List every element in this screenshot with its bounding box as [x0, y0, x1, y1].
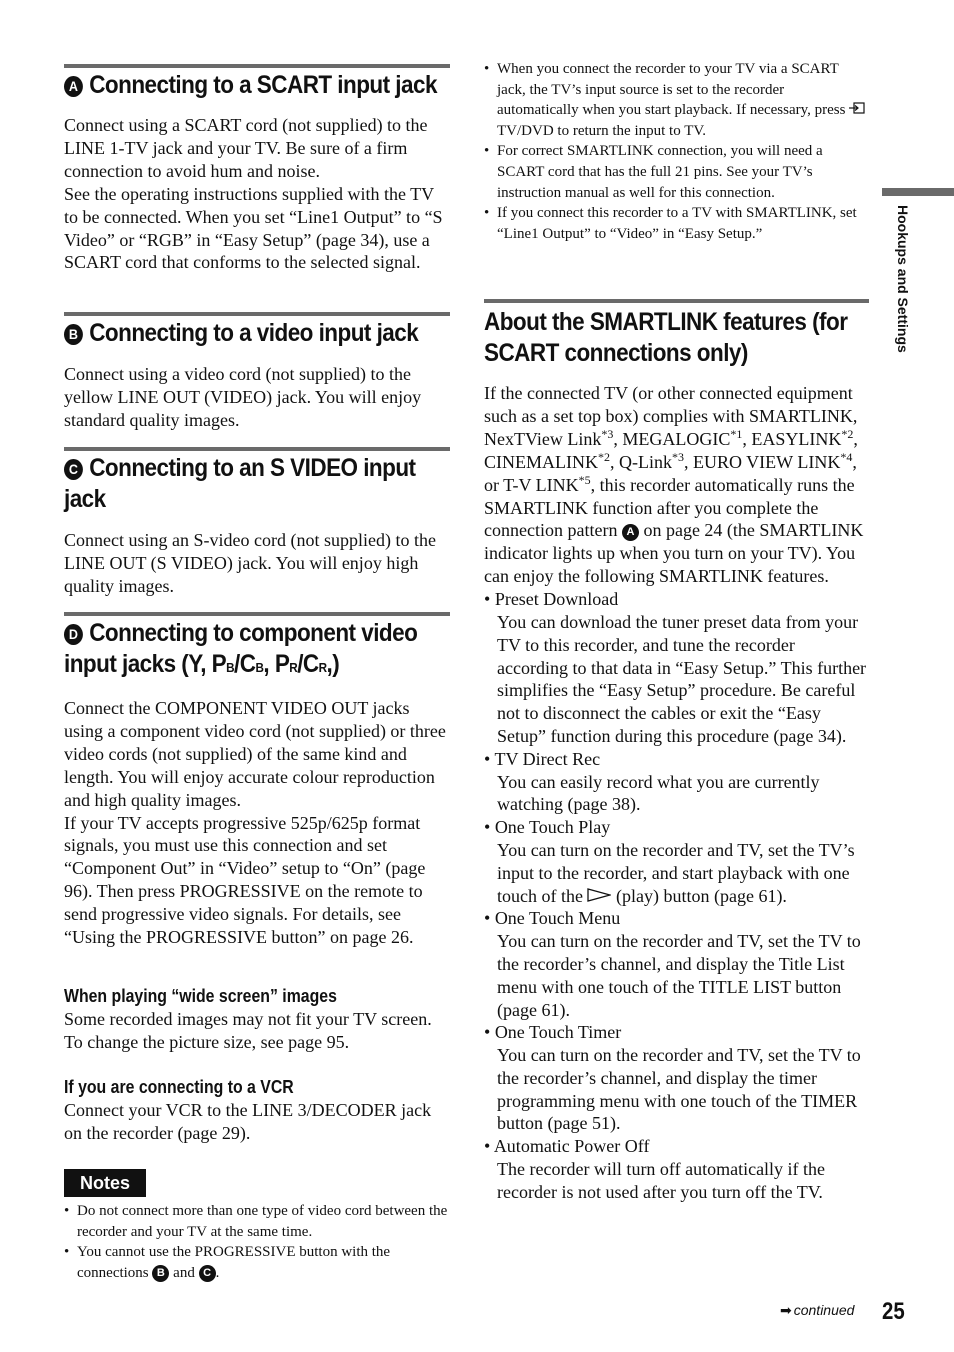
feature-title-text: TV Direct Rec — [494, 748, 601, 769]
paragraph: Connect your VCR to the LINE 3/DECODER jack on the recorder (page 29). — [64, 1100, 432, 1143]
heading-text: , P — [263, 650, 290, 678]
section-body — [64, 1099, 450, 1145]
section-rule — [64, 312, 450, 316]
subsection-wide-screen — [64, 985, 450, 1054]
footnote-ref: *1 — [730, 426, 743, 441]
list-item: • If you connect this recorder to a TV with SMARTLINK, set “Line1 Output” to “Video” in “Easy Setup.” — [484, 203, 869, 244]
note-text: TV/DVD to return the input to TV. — [497, 122, 707, 139]
subscript: B — [255, 660, 264, 675]
feature-text: You can turn on the recorder and TV, set the TV to the recorder’s channel, and display the Title List menu with one touch of the TITLE LIST button (page 61). — [497, 931, 861, 1020]
section-rule — [64, 447, 450, 451]
feature-item — [484, 1135, 869, 1203]
section-heading — [64, 70, 450, 101]
section-svideo — [64, 447, 450, 598]
arrow-right-icon: ➡ — [780, 1302, 792, 1318]
paragraph: Some recorded images may not fit your TV screen. To change the picture size, see page 95. — [64, 1009, 432, 1052]
section-body — [484, 382, 869, 588]
heading-text: Connecting to an S VIDEO input jack — [64, 454, 416, 513]
paragraph — [484, 382, 869, 588]
footnote-ref: *3 — [672, 449, 684, 464]
note-text: and — [173, 1264, 195, 1281]
footnote-ref: *4 — [840, 449, 853, 464]
section-body — [64, 363, 450, 432]
letter-b-badge-icon: B — [152, 1265, 169, 1282]
paragraph: If your TV accepts progressive 525p/625p format signals, you must use this connection and set “Component Out” in “Video” setup to “On” (page 96). Then press PROGRESSIVE on the remote to send progressive video signals. For details, see “Using the PROGRESSIVE button” on page 26. — [64, 812, 426, 948]
text: , EURO VIEW LINK — [684, 451, 841, 472]
heading-text: Connecting to a video input jack — [89, 319, 419, 347]
feature-title-text: One Touch Play — [494, 817, 611, 838]
section-heading — [64, 318, 450, 349]
section-body — [64, 114, 450, 274]
text: , or T-V LINK — [484, 451, 857, 495]
notes-box — [64, 1169, 450, 1283]
text: (play) button (page 61). — [615, 885, 787, 906]
heading-text: /C — [297, 650, 319, 678]
paragraph: Connect using a SCART cord (not supplied) to the LINE 1-TV jack and your TV. Be sure of a firm connection to avoid hum and noise. — [64, 115, 428, 181]
feature-item — [484, 907, 869, 1021]
input-select-icon — [849, 102, 865, 114]
footnote-ref: *5 — [578, 472, 591, 487]
feature-title-text: One Touch Timer — [494, 1022, 622, 1043]
paragraph: See the operating instructions supplied with the TV to be connected. When you set “Line1 Output” to “S Video” or “RGB” in “Easy Setup” (page 34), use a SCART cord that conforms to the selected signal. — [64, 183, 443, 273]
feature-title-text: One Touch Menu — [494, 908, 621, 929]
note-bullets — [484, 59, 869, 244]
letter-a-badge-icon: A — [64, 76, 83, 97]
list-item — [484, 59, 869, 141]
subscript: B — [226, 660, 235, 675]
side-tab-label — [893, 205, 913, 375]
feature-title-text: Preset Download — [494, 589, 619, 610]
letter-c-badge-icon: C — [199, 1265, 216, 1282]
section-rule — [64, 612, 450, 616]
footnote-ref: *2 — [841, 426, 854, 441]
section-component — [64, 612, 450, 949]
text: You can turn on the recorder and TV, set the TV’s input to the recorder, and start playback with one touch of the — [497, 839, 855, 906]
feature-title-text: Automatic Power Off — [493, 1136, 650, 1157]
letter-d-badge-icon: D — [64, 624, 83, 645]
paragraph: Connect the COMPONENT VIDEO OUT jacks using a component video cord (not supplied) or three video cords (not supplied) of the same kind and length. You will enjoy accurate colour reproduction and high quality images. — [64, 698, 446, 810]
feature-text: You can easily record what you are currently watching (page 38). — [497, 771, 820, 815]
feature-item — [484, 816, 869, 907]
footnote-ref: *3 — [601, 426, 614, 441]
letter-b-badge-icon: B — [64, 324, 83, 345]
section-video — [64, 312, 450, 432]
section-smartlink — [484, 299, 869, 1204]
notes-list — [64, 1201, 450, 1283]
feature-text: You can turn on the recorder and TV, set the TV to the recorder’s channel, and display the timer programming menu with one touch of the TIMER button (page 51). — [497, 1045, 861, 1134]
feature-text: You can download the tuner preset data from your TV to this recorder, and tune the recorder according to that data in “Easy Setup.” This further simplifies the “Easy Setup” procedure. Be careful not to disconnect the cables or exit the “Easy Setup” function during this procedure (page 34). — [497, 611, 867, 746]
feature-item — [484, 588, 869, 748]
continued-text: continued — [793, 1302, 855, 1318]
feature-list — [484, 588, 869, 1204]
list-item: • For correct SMARTLINK connection, you will need a SCART cord that has the full 21 pins. See your TV’s instruction manual as well for this connection. — [484, 141, 869, 203]
text: , MEGALOGIC — [613, 428, 731, 449]
subsection-vcr — [64, 1076, 450, 1145]
section-body — [64, 697, 450, 949]
footnote-ref: *2 — [598, 449, 610, 464]
feature-title: • One Touch Menu — [484, 908, 621, 929]
side-tab-text: Hookups and Settings — [895, 205, 911, 353]
feature-title: • Preset Download — [484, 589, 619, 610]
text: on page 24 (the SMARTLINK indicator lights up when you turn on your TV). You can enjoy the following SMARTLINK features. — [484, 520, 864, 587]
heading-text: ,) — [326, 650, 340, 678]
letter-a-badge-icon: A — [622, 524, 639, 541]
side-tab-bar — [882, 188, 954, 196]
section-body — [64, 529, 450, 598]
feature-title: • One Touch Timer — [484, 1022, 622, 1043]
section-heading: About the SMARTLINK features (for SCART connections only) — [484, 308, 848, 367]
section-heading — [64, 618, 450, 683]
play-icon — [587, 888, 611, 902]
notes-list — [484, 59, 869, 244]
notes-label: Notes — [64, 1169, 146, 1197]
note-text: . — [215, 1264, 220, 1281]
feature-title: • One Touch Play — [484, 817, 611, 838]
feature-text: The recorder will turn off automatically if the recorder is not used after you turn off the TV. — [497, 1159, 826, 1202]
paragraph: Connect using an S-video cord (not supplied) to the LINE OUT (S VIDEO) jack. You will enjoy high quality images. — [64, 530, 436, 596]
feature-title: • TV Direct Rec — [484, 748, 601, 769]
feature-text — [497, 839, 869, 907]
letter-c-badge-icon: C — [64, 459, 83, 480]
subsection-heading: If you are connecting to a VCR — [64, 1077, 294, 1097]
subscript: R — [289, 660, 298, 675]
section-scart — [64, 64, 450, 274]
section-heading — [64, 453, 450, 515]
text: , CINEMALINK — [484, 428, 858, 472]
heading-text: Connecting to a SCART input jack — [89, 71, 437, 99]
list-item: • Do not connect more than one type of video cord between the recorder and your TV at the same time. — [64, 1201, 450, 1242]
section-body — [64, 1008, 450, 1054]
section-rule — [64, 64, 450, 68]
heading-text: /C — [234, 650, 256, 678]
subscript: R — [318, 660, 327, 675]
section-rule — [484, 299, 869, 303]
note-text: You cannot use the PROGRESSIVE button with the connections — [77, 1244, 391, 1281]
text: , Q-Link — [610, 451, 672, 472]
feature-item — [484, 1021, 869, 1135]
text: , this recorder automatically runs the SMARTLINK function after you complete the connection pattern — [484, 474, 855, 541]
continued-label — [780, 1302, 854, 1319]
paragraph: Connect using a video cord (not supplied) to the yellow LINE OUT (VIDEO) jack. You will enjoy standard quality images. — [64, 364, 422, 430]
list-item — [64, 1242, 450, 1283]
text: , EASYLINK — [742, 428, 842, 449]
feature-item — [484, 748, 869, 816]
heading-text: Connecting to component video input jacks (Y, P — [64, 619, 418, 678]
text: If the connected TV (or other connected equipment such as a set top box) complies with SMARTLINK, NexTView Link — [484, 383, 858, 449]
page-number: 25 — [882, 1298, 905, 1325]
note-text: When you connect the recorder to your TV via a SCART jack, the TV’s input source is set to the recorder automatically when you start playback. If necessary, press — [497, 61, 846, 119]
feature-title: • Automatic Power Off — [484, 1136, 650, 1157]
page-footer — [780, 1300, 910, 1330]
subsection-heading: When playing “wide screen” images — [64, 986, 337, 1006]
